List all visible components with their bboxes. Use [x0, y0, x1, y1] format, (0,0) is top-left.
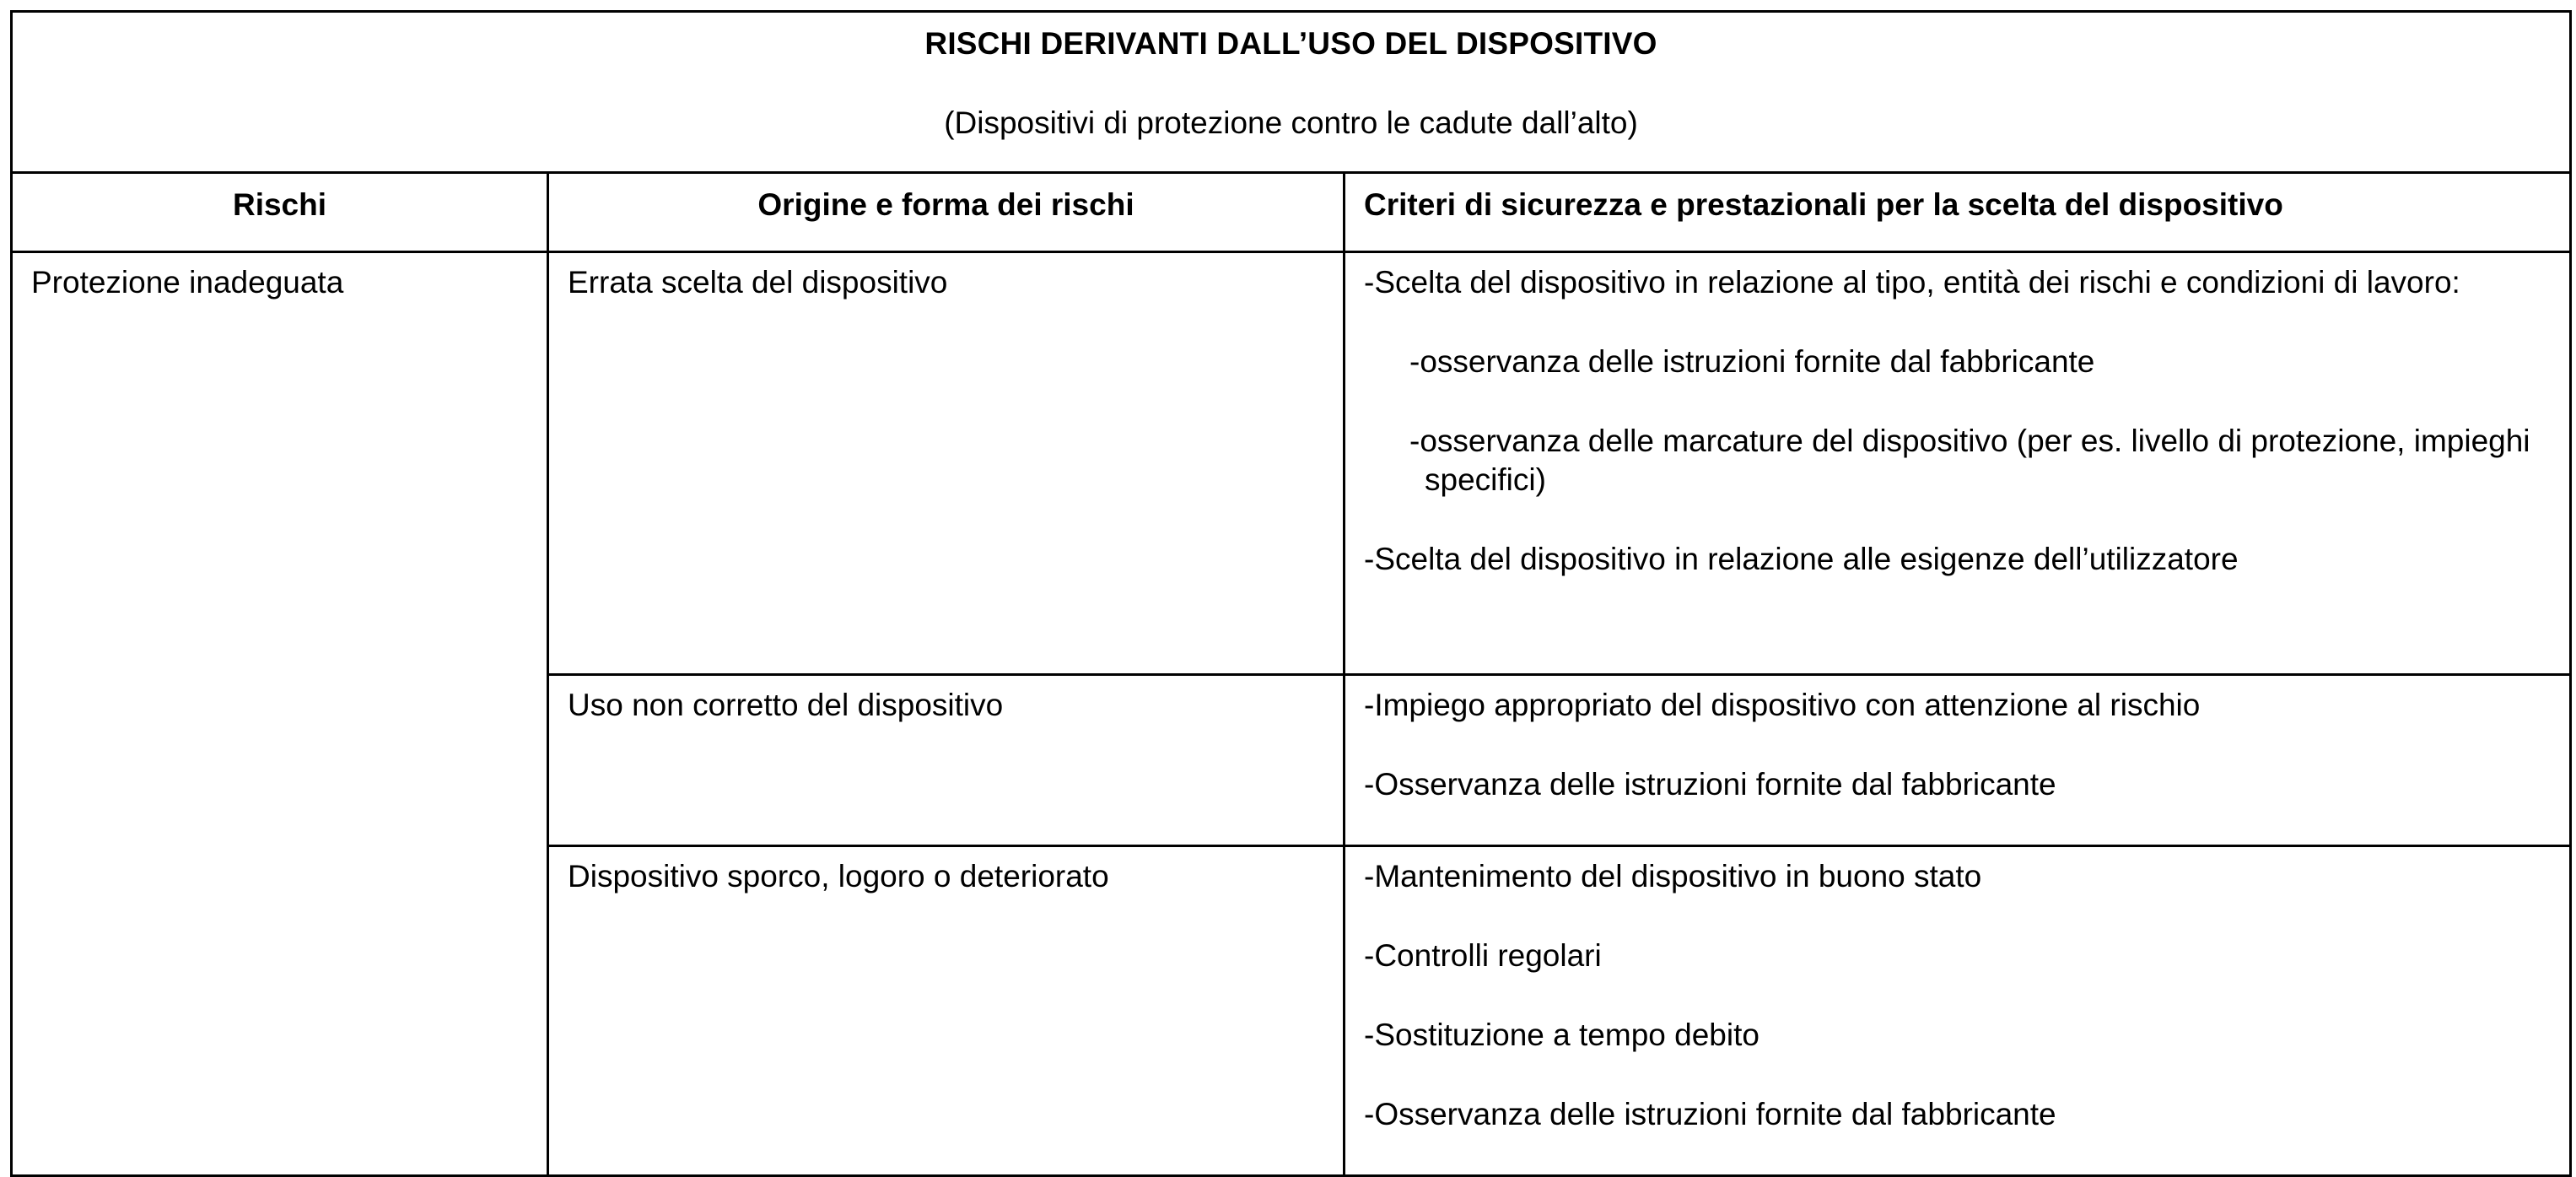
header-criteri: Criteri di sicurezza e prestazionali per la scelta del dispositivo	[1345, 173, 2571, 252]
header-rischi: Rischi	[12, 173, 548, 252]
origin-text: Uso non corretto del dispositivo	[568, 688, 1004, 722]
criteria-item: -Osservanza delle istruzioni fornite dal fabbricante	[1364, 767, 2056, 802]
table-subtitle: (Dispositivi di protezione contro le cadute dall’alto)	[944, 105, 1638, 140]
criteria-item: -Scelta del dispositivo in relazione al tipo, entità dei rischi e condizioni di lavoro:	[1364, 265, 2460, 300]
criteria-item: -Impiego appropriato del dispositivo con attenzione al rischio	[1364, 688, 2201, 722]
title-row	[12, 12, 2571, 173]
origin-cell	[548, 252, 1345, 675]
origin-cell	[548, 675, 1345, 846]
table-title: RISCHI DERIVANTI DALL’USO DEL DISPOSITIVO	[924, 26, 1657, 61]
origin-text: Dispositivo sporco, logoro o deteriorato	[568, 859, 1109, 894]
criteria-item: -Sostituzione a tempo debito	[1364, 1018, 1760, 1052]
criteria-list	[1345, 676, 2569, 804]
criteria-item: -Mantenimento del dispositivo in buono stato	[1364, 859, 1982, 894]
criteria-cell	[1345, 846, 2571, 1176]
criteria-item: -Osservanza delle istruzioni fornite dal fabbricante	[1364, 1097, 2056, 1131]
header-origine: Origine e forma dei rischi	[548, 173, 1345, 252]
criteria-subitem: -osservanza delle marcature del dispositivo (per es. livello di protezione, impieghi specifici)	[1409, 424, 2530, 497]
title-cell	[12, 12, 2571, 173]
criteria-cell	[1345, 252, 2571, 675]
risk-text: Protezione inadeguata	[31, 265, 344, 300]
header-row	[12, 173, 2571, 252]
criteria-item: -Scelta del dispositivo in relazione alle esigenze dell’utilizzatore	[1364, 542, 2239, 576]
criteria-cell	[1345, 675, 2571, 846]
criteria-list	[1345, 847, 2569, 1134]
criteria-item: -Controlli regolari	[1364, 938, 1602, 973]
origin-text: Errata scelta del dispositivo	[568, 265, 948, 300]
origin-cell	[548, 846, 1345, 1176]
risk-cell	[12, 252, 548, 1176]
criteria-list	[1345, 253, 2569, 579]
risk-table	[10, 10, 2572, 1177]
table-row	[12, 252, 2571, 675]
criteria-subitem: -osservanza delle istruzioni fornite dal fabbricante	[1409, 344, 2095, 379]
